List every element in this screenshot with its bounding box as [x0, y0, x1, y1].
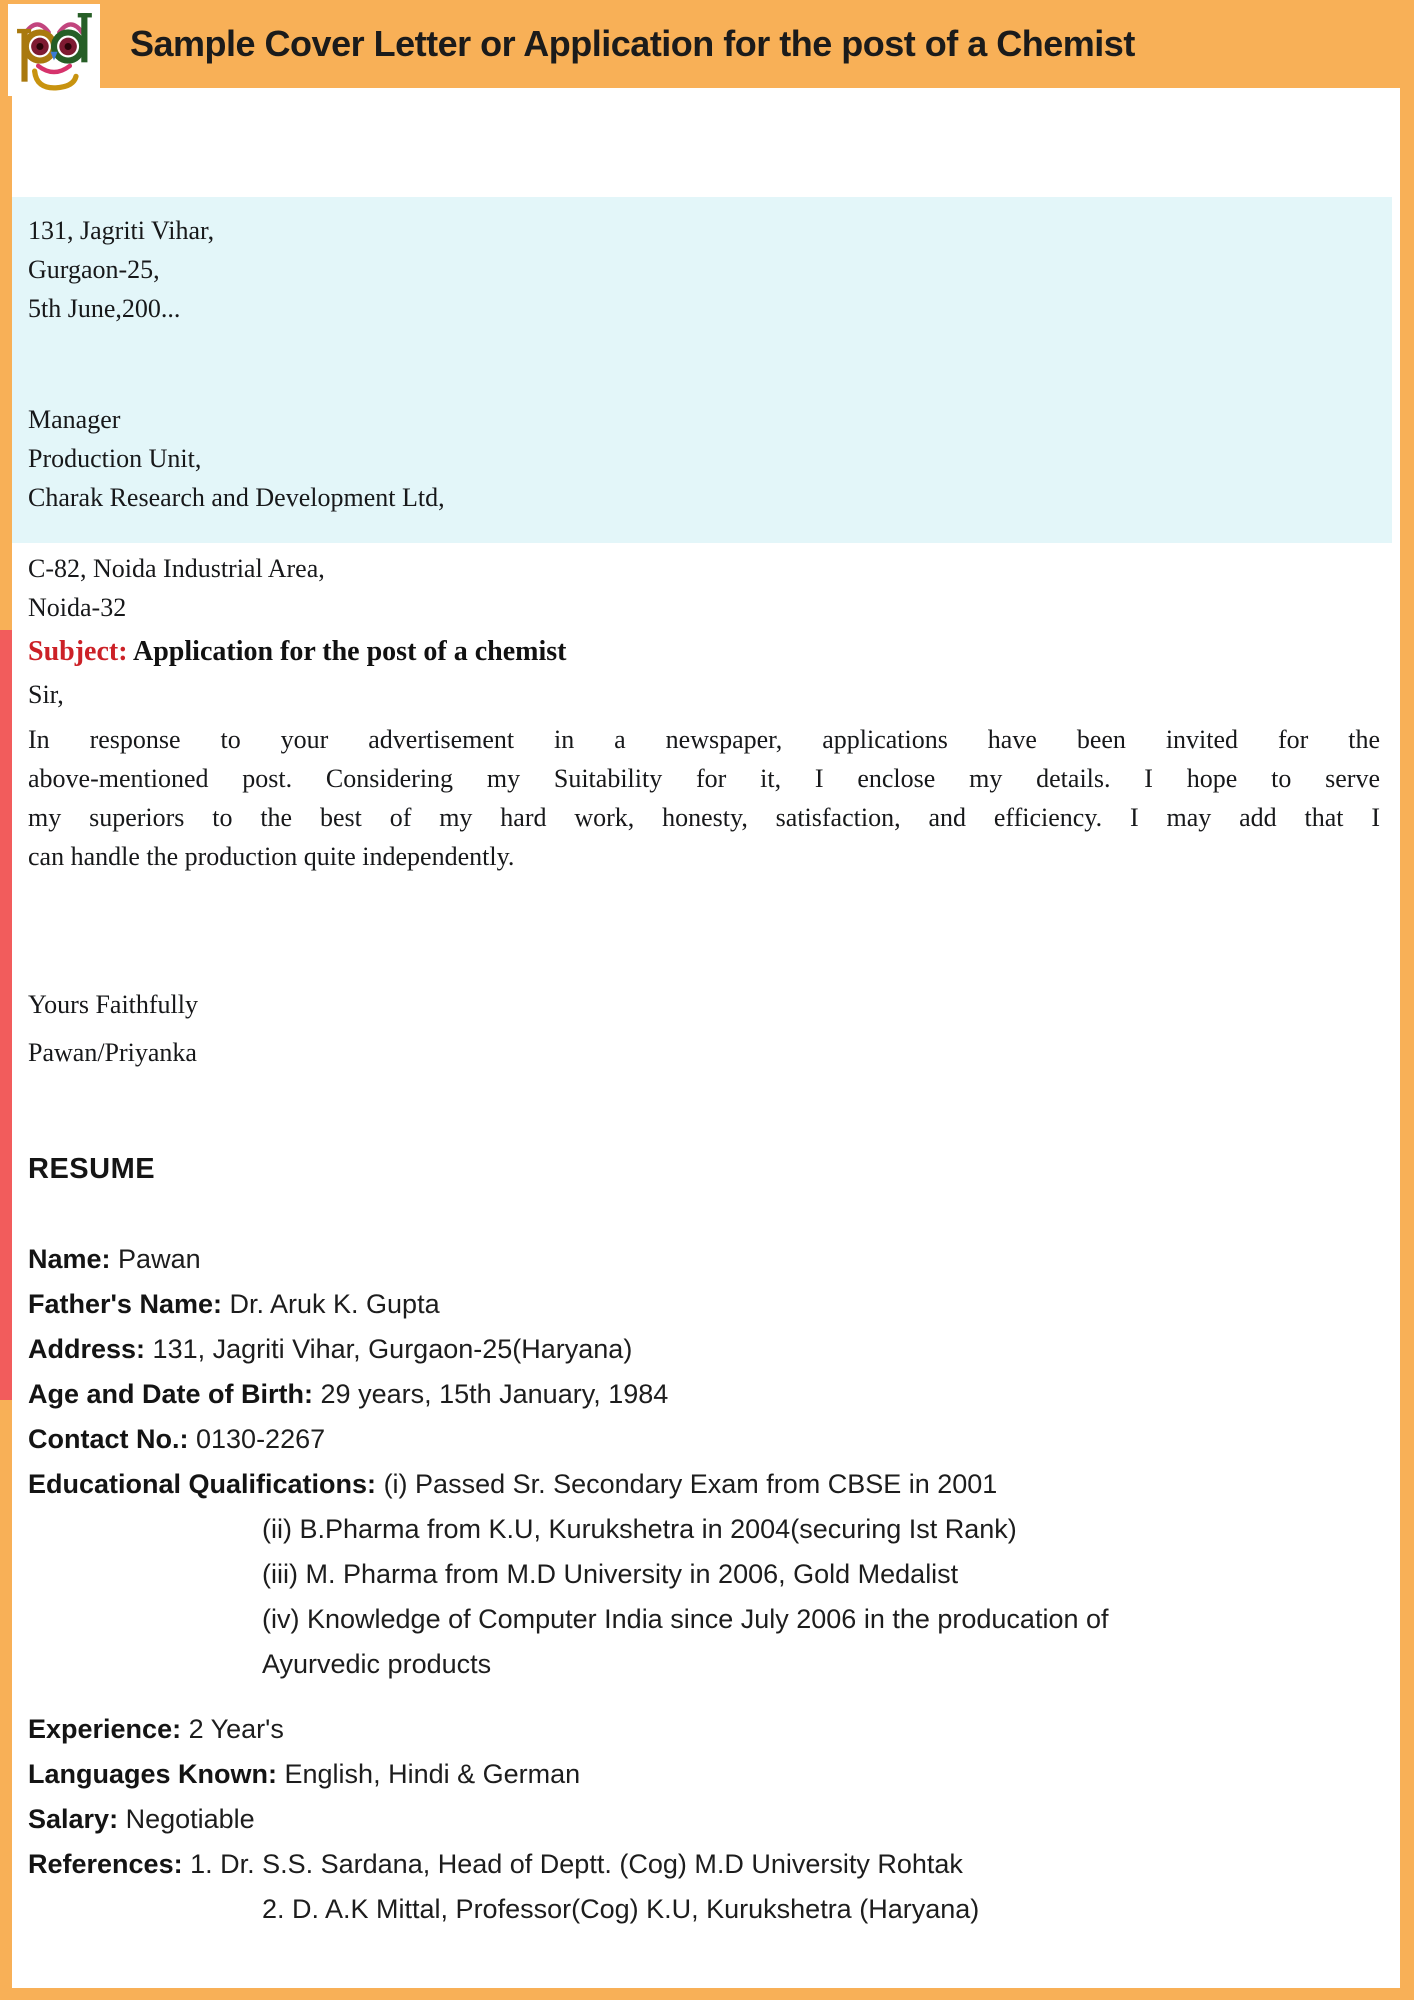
header-bar	[0, 0, 1414, 88]
field-value: Dr. Aruk K. Gupta	[229, 1289, 440, 1319]
resume-row-fathers-name	[12, 1282, 1400, 1327]
field-value: (i) Passed Sr. Secondary Exam from CBSE in 2001	[383, 1469, 998, 1499]
field-label: Educational Qualifications:	[28, 1469, 377, 1499]
field-label: Name:	[28, 1244, 111, 1274]
resume-row-age-dob	[12, 1372, 1400, 1417]
recipient-line: Production Unit,	[28, 444, 202, 473]
resume-row-references	[12, 1842, 1400, 1887]
reference-continuation	[12, 1887, 1400, 1932]
subject-label: Subject:	[28, 636, 128, 667]
resume-row-languages	[12, 1752, 1400, 1797]
salutation: Sir,	[28, 680, 64, 709]
qualification-continuation	[12, 1597, 1400, 1642]
sender-address-line: 5th June,200...	[28, 294, 181, 323]
body-line: above-mentioned post. Considering my Suitability for it, I enclose my details. I hope to serve	[28, 764, 1380, 793]
recipient-line: Charak Research and Development Ltd,	[28, 483, 445, 512]
resume-row-experience	[12, 1707, 1400, 1752]
left-border-orange-upper	[0, 88, 12, 630]
field-label: Salary:	[28, 1804, 119, 1834]
sender-address-line: Gurgaon-25,	[28, 255, 160, 284]
sender-address-line: 131, Jagriti Vihar,	[28, 216, 215, 245]
closing-line: Yours Faithfully	[28, 990, 199, 1019]
field-value: Ayurvedic products	[262, 1649, 492, 1679]
address-highlight-block	[12, 197, 1392, 543]
field-value: Negotiable	[125, 1804, 255, 1834]
qualification-continuation	[12, 1507, 1400, 1552]
resume-row-name	[12, 1237, 1400, 1282]
letter-body-paragraph	[12, 720, 1400, 876]
field-value: 29 years, 15th January, 1984	[320, 1379, 669, 1409]
bottom-border-orange	[0, 1988, 1414, 2000]
field-value: Pawan	[118, 1244, 201, 1274]
field-label: Contact No.:	[28, 1424, 189, 1454]
body-line: can handle the production quite independently.	[28, 842, 515, 871]
field-value: (ii) B.Pharma from K.U, Kurukshetra in 2004(securing Ist Rank)	[262, 1514, 1017, 1544]
recipient-line: Noida-32	[28, 593, 127, 622]
page-title: Sample Cover Letter or Application for the post of a Chemist	[130, 23, 1135, 64]
field-label: References:	[28, 1849, 183, 1879]
address-gap	[12, 328, 1392, 400]
field-label: Age and Date of Birth:	[28, 1379, 314, 1409]
pd-logo	[8, 4, 100, 96]
field-value: 1. Dr. S.S. Sardana, Head of Deptt. (Cog) M.D University Rohtak	[190, 1849, 963, 1879]
left-border-orange-lower	[0, 1400, 12, 2000]
field-value: 0130-2267	[196, 1424, 326, 1454]
recipient-line: C-82, Noida Industrial Area,	[28, 554, 325, 583]
subject-line	[12, 629, 1400, 675]
resume-row-contact	[12, 1417, 1400, 1462]
left-border-red	[0, 630, 12, 1400]
body-line: In response to your advertisement in a newspaper, applications have been invited for the	[28, 725, 1380, 754]
pd-face-icon	[10, 6, 98, 94]
field-value: 2. D. A.K Mittal, Professor(Cog) K.U, Kurukshetra (Haryana)	[262, 1894, 980, 1924]
field-label: Father's Name:	[28, 1289, 222, 1319]
field-label: Languages Known:	[28, 1759, 277, 1789]
signature-line: Pawan/Priyanka	[28, 1038, 197, 1067]
field-label: Experience:	[28, 1714, 182, 1744]
recipient-line: Manager	[28, 405, 121, 434]
field-value: 131, Jagriti Vihar, Gurgaon-25(Haryana)	[152, 1334, 633, 1364]
resume-row-address	[12, 1327, 1400, 1372]
field-value: English, Hindi & German	[284, 1759, 581, 1789]
field-label: Address:	[28, 1334, 146, 1364]
field-value: (iii) M. Pharma from M.D University in 2006, Gold Medalist	[262, 1559, 959, 1589]
resume-heading: RESUME	[28, 1153, 156, 1185]
qualification-continuation	[12, 1642, 1400, 1687]
document-body	[12, 88, 1400, 1988]
resume-row-qualifications	[12, 1462, 1400, 1507]
subject-text: Application for the post of a chemist	[133, 636, 567, 667]
body-line: my superiors to the best of my hard work, honesty, satisfaction, and efficiency. I may add that I	[28, 803, 1380, 832]
right-border-orange	[1400, 88, 1414, 2000]
field-value: (iv) Knowledge of Computer India since July 2006 in the producation of	[262, 1604, 1109, 1634]
field-value: 2 Year's	[188, 1714, 284, 1744]
qualification-continuation	[12, 1552, 1400, 1597]
resume-row-salary	[12, 1797, 1400, 1842]
